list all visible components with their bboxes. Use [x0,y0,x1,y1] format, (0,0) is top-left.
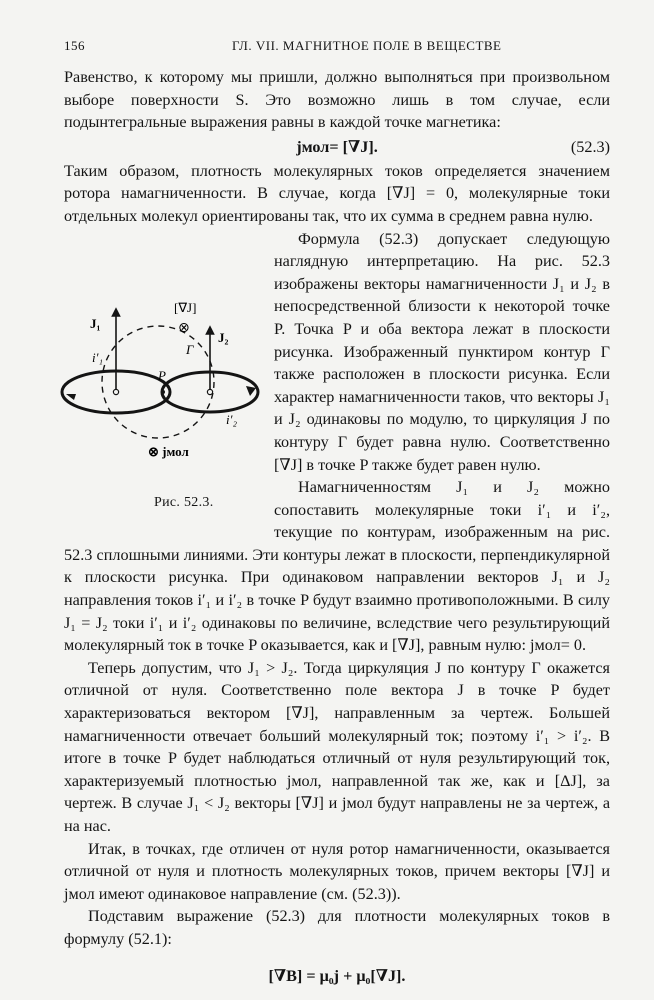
equation-52-3-text: jмол= [∇J]. [296,137,378,156]
loop-right-arrow [246,386,256,396]
paragraph-2: Таким образом, плотность молекулярных токов определяется значением ротора намагниченности. В случае, когда [∇J] = 0, молекулярные токи отдельных молекул ориентированы так, что их сумма в среднем равна нулю. [64,161,610,225]
loop-left-arrow [66,394,76,400]
paragraph-6: Итак, в точках, где отличен от нуля ротор намагниченности, оказывается отличной от нуля и плотность молекулярных токов, причем векторы [∇J] и jмол имеют одинаковое направление (см. (52.3)). [64,839,610,903]
label-jmol: ⊗ jмол [148,443,189,459]
paragraph-3 [64,228,610,510]
figure-52-3-drawing [60,296,268,486]
label-P: P [158,367,166,383]
page-number: 156 [64,38,85,53]
running-title: ГЛ. VII. МАГНИТНОЕ ПОЛЕ В ВЕЩЕСТВЕ [232,38,502,53]
label-cross-top: ⊗ [178,319,190,336]
equation-52-3-number: (52.3) [570,137,610,156]
point-J2 [207,389,212,394]
paragraph-4: Намагниченностям J₁ и J₂ можно сопоставить молекулярные токи i′₁ и i′₂, текущие по контурам, изображенным на рис. 52.3 сплошными линиями. Эти контуры лежат в плоскости, перпендикулярной к плоскости рисунка. При одинаковом направлении векторов J₁ и J₂ направления токов i′₁ и i′₂ в точке P будут взаимно противоположными. В силу J₁ = J₂ токи i′₁ и i′₂ одинаковы по величине, вследствие чего результирующий молекулярный ток в точке P оказывается, как и [∇J], равным нулю: jмол= 0. [64,478,610,655]
equation-final [64,961,610,991]
paragraph-5: Теперь допустим, что J₁ > J₂. Тогда циркуляция J по контуру Г окажется отличной от нуля. Соответственно поле вектора J в точке P будет характеризоваться вектором [∇J], направленным за чертеж. Большей намагниченности отвечает больший молекулярный ток; поэтому i′₁ > i′₂. В итоге в точке P будет наблюдаться отличный от нуля результирующий ток, характеризуемый плотностью jмол, направленной так же, как и [ΔJ], за чертеж. В случае J₁ < J₂ векторы [∇J] и jмол будут направлены не за чертеж, а на нас. [64,658,610,835]
point-P [161,390,165,394]
label-i2: i′₂ [226,411,237,427]
paragraph-3-text: Формула (52.3) допускает следующую наглядную интерпретацию. На рис. 52.3 изображены векторы намагниченности J₁ и J₂ в непосредственной близости к некоторой точке P. Точка P и оба вектора лежат в плоскости рисунка. Изображенный пунктиром контур Г также расположен в плоскости рисунка. Если характер намагниченности таков, что векторы J₁ и J₂ одинаковы по модулю, то циркуляция J по контуру Г будет равна нулю. Соответственно [∇J] в точке P также будет равен нулю. [274,229,610,474]
paragraph-1: Равенство, к которому мы пришли, должно выполняться при произвольном выборе поверхности S. Это возможно лишь в том случае, если подынтегральные выражения равны в каждой точке магнетика: [64,68,610,132]
equation-final-text: [∇B] = μ₀j + μ₀[∇J]. [268,966,406,985]
equation-52-3 [64,134,610,160]
point-J1 [113,389,118,394]
figure-caption: Рис. 52.3. [154,494,214,510]
label-curlJ: [∇J] [174,299,197,315]
label-i1: i′₁ [92,349,103,365]
label-J2: J₂ [218,329,229,345]
figure-52-3 [60,296,268,536]
label-J1: J₁ [90,315,101,331]
paragraph-7: Подставим выражение (52.3) для плотности молекулярных токов в формулу (52.1): [64,907,610,948]
page-body [64,66,610,991]
label-gamma: Г [186,341,194,357]
